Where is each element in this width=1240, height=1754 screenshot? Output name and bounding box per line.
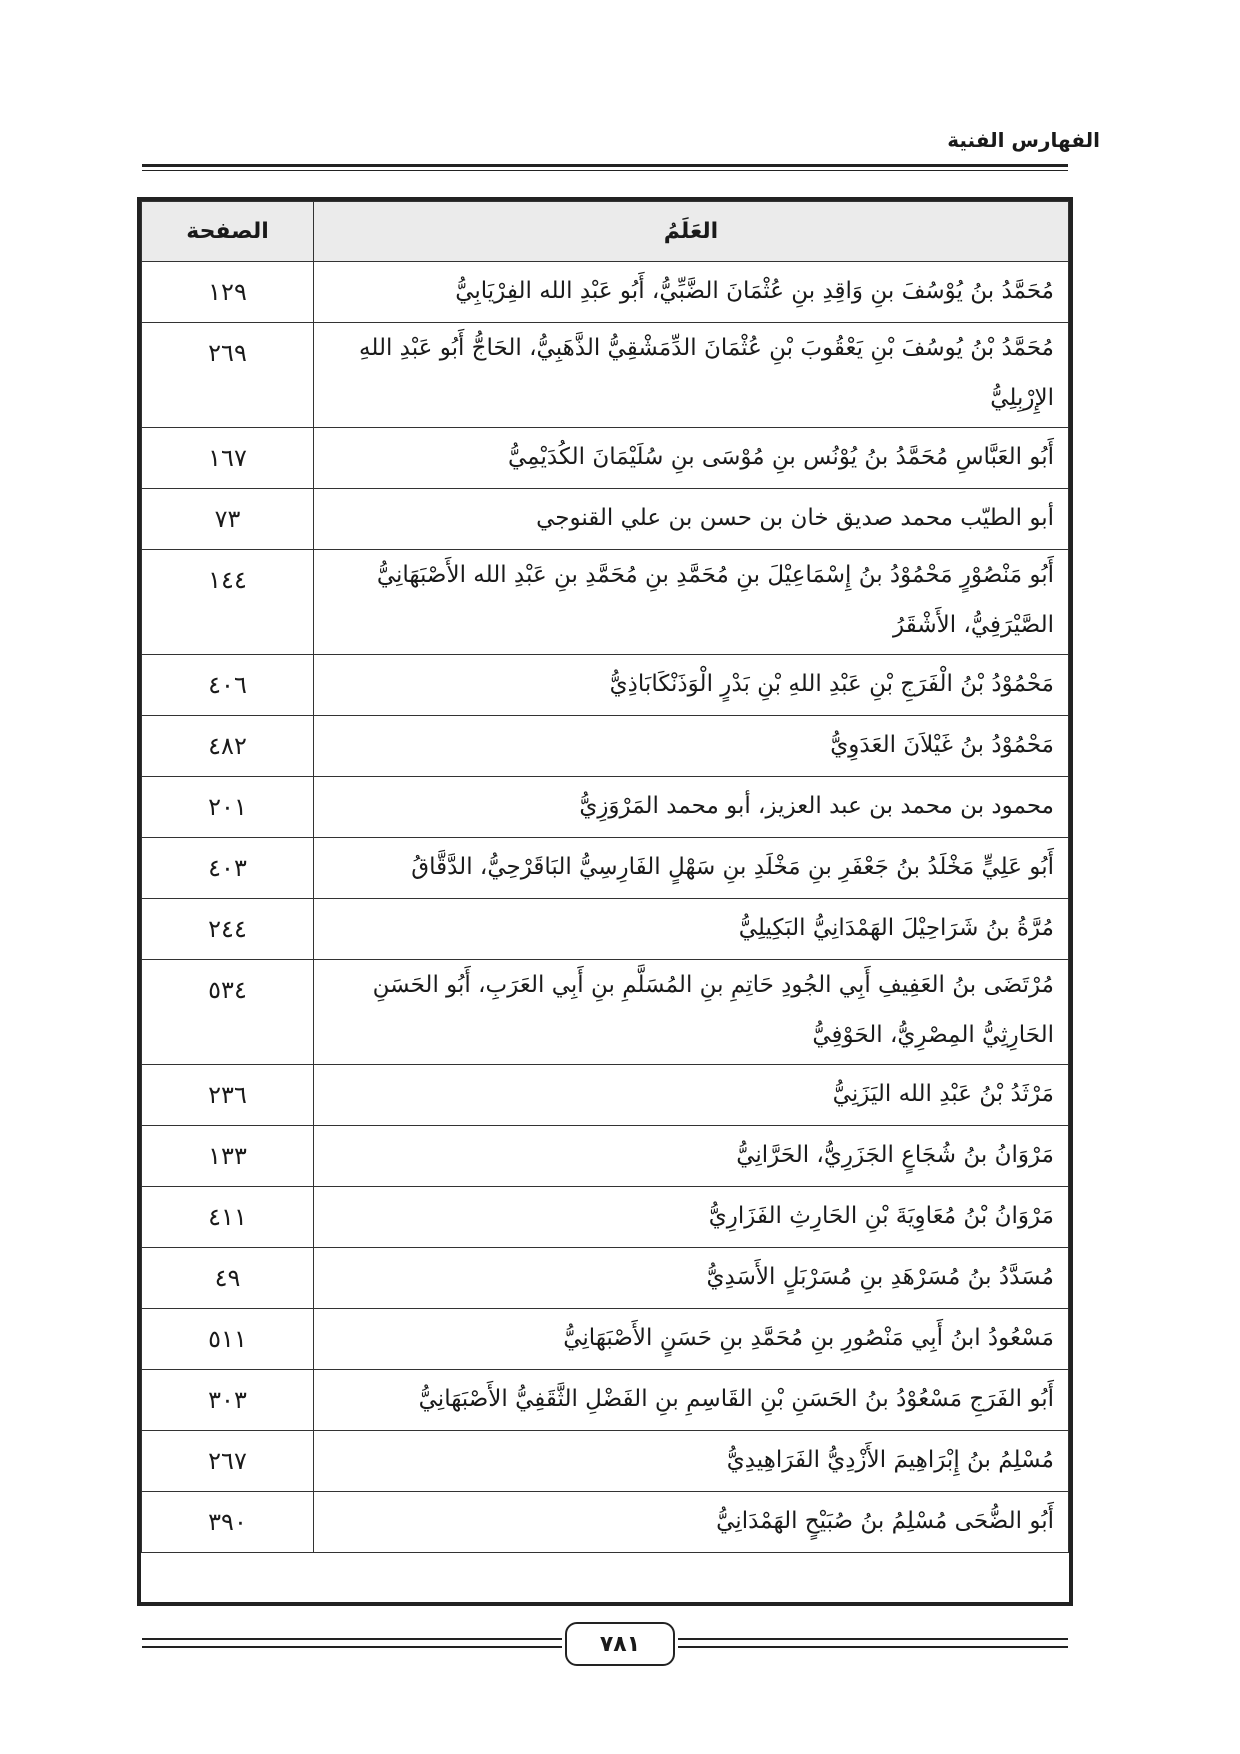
row-name-cell: أَبُو الفَرَجِ مَسْعُوْدُ بنُ الحَسَنِ بْنِ القَاسِمِ بنِ الفَضْلِ الثَّقَفِيُّ الأَصْبَهَانِيُّ — [314, 1370, 1069, 1431]
row-page-cell: ٧٣ — [142, 489, 314, 550]
table-row — [142, 655, 1069, 716]
table-row — [142, 1309, 1069, 1370]
row-page-cell: ٣٠٣ — [142, 1370, 314, 1431]
row-page-cell: ٤٠٦ — [142, 655, 314, 716]
row-page-cell: ٤٠٣ — [142, 838, 314, 899]
table-row — [142, 489, 1069, 550]
row-name-cell: أَبُو عَلِيٍّ مَخْلَدُ بنُ جَعْفَرِ بنِ مَخْلَدِ بنِ سَهْلٍ الفَارِسِيُّ البَاقَرْحِيُّ، الدَّقَّاقُ — [314, 838, 1069, 899]
row-name-cell: مَحْمُوْدُ بنُ غَيْلاَنَ العَدَوِيُّ — [314, 716, 1069, 777]
column-header-page: الصفحة — [142, 202, 314, 262]
table-row — [142, 1248, 1069, 1309]
table-row — [142, 1370, 1069, 1431]
running-header-title: الفهارس الفنية — [947, 128, 1100, 152]
table-row — [142, 960, 1069, 1065]
table-row — [142, 1126, 1069, 1187]
row-name-cell: مَرْوَانُ بنُ شُجَاعٍ الجَزَرِيُّ، الحَرَّانِيُّ — [314, 1126, 1069, 1187]
row-page-cell: ٢٦٩ — [142, 323, 314, 428]
footer-rule-right — [678, 1638, 1068, 1640]
table-row — [142, 1187, 1069, 1248]
row-page-cell: ١٤٤ — [142, 550, 314, 655]
row-name-cell: محمود بن محمد بن عبد العزيز، أبو محمد المَرْوَزِيُّ — [314, 777, 1069, 838]
table-row — [142, 428, 1069, 489]
row-name-cell: أبو الطيّب محمد صديق خان بن حسن بن علي القنوجي — [314, 489, 1069, 550]
row-page-cell: ٤١١ — [142, 1187, 314, 1248]
row-name-cell: أَبُو الضُّحَى مُسْلِمُ بنُ صُبَيْحٍ الهَمْدَانِيُّ — [314, 1492, 1069, 1553]
footer-rule-right-2 — [678, 1646, 1068, 1648]
row-page-cell: ١٣٣ — [142, 1126, 314, 1187]
column-header-name: العَلَمُ — [314, 202, 1069, 262]
row-page-cell: ٣٩٠ — [142, 1492, 314, 1553]
row-page-cell: ٤٩ — [142, 1248, 314, 1309]
table-row — [142, 262, 1069, 323]
row-name-cell: مُرْتَضَى بنُ العَفِيفِ أَبِي الجُودِ حَاتِمِ بنِ المُسَلَّمِ بنِ أَبِي العَرَبِ، أَبُو الحَسَنِ الحَارِثِيُّ المِصْرِيُّ، الحَوْفِيُّ — [314, 960, 1069, 1065]
table-row — [142, 777, 1069, 838]
row-page-cell: ٢٤٤ — [142, 899, 314, 960]
row-name-cell: مُحَمَّدُ بنُ يُوْسُفَ بنِ وَاقِدِ بنِ عُثْمَانَ الضَّبِّيُّ، أَبُو عَبْدِ الله الفِرْيَابِيُّ — [314, 262, 1069, 323]
header-rule — [142, 164, 1068, 167]
row-name-cell: مَسْعُودُ ابنُ أَبِي مَنْصُورِ بنِ مُحَمَّدِ بنِ حَسَنٍ الأَصْبَهَانِيُّ — [314, 1309, 1069, 1370]
row-page-cell: ٥١١ — [142, 1309, 314, 1370]
table-row — [142, 1065, 1069, 1126]
row-name-cell: مَحْمُوْدُ بْنُ الْفَرَجِ بْنِ عَبْدِ اللهِ بْنِ بَدْرٍ الْوَذَنْكَابَاذِيُّ — [314, 655, 1069, 716]
row-page-cell: ١٦٧ — [142, 428, 314, 489]
row-name-cell: مَرْوَانُ بْنُ مُعَاوِيَةَ بْنِ الحَارِثِ الفَزَارِيُّ — [314, 1187, 1069, 1248]
table-row — [142, 1431, 1069, 1492]
table-row — [142, 1492, 1069, 1553]
row-name-cell: أَبُو العَبَّاسِ مُحَمَّدُ بنُ يُوْنُس بنِ مُوْسَى بنِ سُلَيْمَانَ الكُدَيْمِيُّ — [314, 428, 1069, 489]
table-row — [142, 716, 1069, 777]
footer-rule-left — [142, 1638, 562, 1640]
header-rule-thin — [142, 170, 1068, 171]
row-name-cell: مُحَمَّدُ بْنُ يُوسُفَ بْنِ يَعْقُوبَ بْنِ عُثْمَانَ الدِّمَشْقِيُّ الذَّهَبِيُّ، الحَاجُّ أَبُو عَبْدِ اللهِ الإِرْبِلِيُّ — [314, 323, 1069, 428]
row-name-cell: مُرَّةُ بنُ شَرَاحِيْلَ الهَمْدَانِيُّ البَكِيلِيُّ — [314, 899, 1069, 960]
row-name-cell: أَبُو مَنْصُوْرٍ مَحْمُوْدُ بنُ إِسْمَاعِيْلَ بنِ مُحَمَّدِ بنِ مُحَمَّدِ بنِ عَبْدِ الله الأَصْبَهَانِيُّ الصَّيْرَفِيُّ، الأَشْقَرُ — [314, 550, 1069, 655]
table-row — [142, 323, 1069, 428]
row-name-cell: مُسْلِمُ بنُ إِبْرَاهِيمَ الأَزْدِيُّ الفَرَاهِيدِيُّ — [314, 1431, 1069, 1492]
row-name-cell: مُسَدَّدُ بنُ مُسَرْهَدِ بنِ مُسَرْبَلٍ الأَسَدِيُّ — [314, 1248, 1069, 1309]
row-page-cell: ٥٣٤ — [142, 960, 314, 1065]
page-number: ٧٨١ — [565, 1622, 675, 1666]
row-name-cell: مَرْثَدُ بْنُ عَبْدِ الله اليَزَنِيُّ — [314, 1065, 1069, 1126]
footer-rule-left-2 — [142, 1646, 562, 1648]
table-header-row — [142, 202, 1069, 262]
row-page-cell: ٢٠١ — [142, 777, 314, 838]
row-page-cell: ٢٦٧ — [142, 1431, 314, 1492]
row-page-cell: ٢٣٦ — [142, 1065, 314, 1126]
table-row — [142, 838, 1069, 899]
table-row — [142, 550, 1069, 655]
names-index-table — [141, 201, 1069, 1553]
row-page-cell: ١٢٩ — [142, 262, 314, 323]
row-page-cell: ٤٨٢ — [142, 716, 314, 777]
table-row — [142, 899, 1069, 960]
